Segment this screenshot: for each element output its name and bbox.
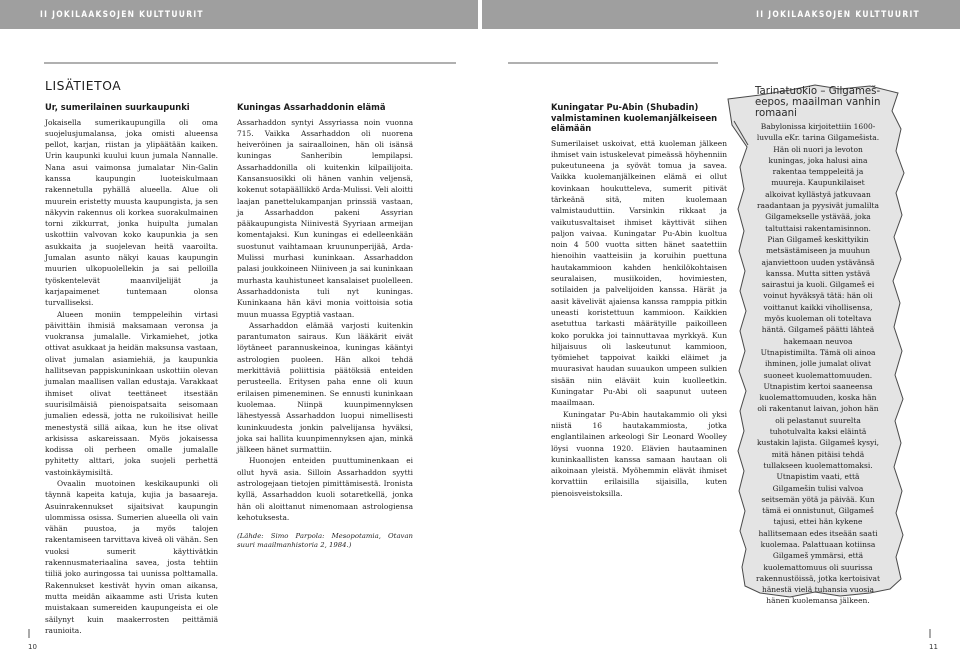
paragraph: Kuningatar Pu-Abin hautakammio oli yksi niistä 16 hautakammiosta, jotka englantilainen arkeologi Sir Leonard Woolley löysi vuonna 1920. Elävien hautaaminen kuninkaallisten kanssa samaan hautaan oli aikoinaan yleistä. Myöhemmin elävät ihmiset korvattiin erilaisilla sijaisilla, kuten pienoisveistoksilla. (551, 409, 727, 498)
story-sidebar (720, 81, 910, 621)
paragraph: Jokaisella sumerikaupungilla oli oma suojelusjumalansa, joka omisti alueensa pellot, karjan, riistan ja ylipäätään kaiken. Urin kaupunki kuului kuun jumala Nannalle. Nana asui vaimonsa jumalatar Nin-Galin kanssa kaupungin luoteiskulmaan rakennetulla pyhällä alueella. Alue oli muurein eristetty muusta kaupungista, ja sen näkyvin rakennus oli korkea suorakulmainen torni zikkurrat, jonka huipulta jumalan uskottiin valvovan koko kaupunkia ja sen asukkaita ja suojelevan heitä vaaroilta. Jumalan asunto näkyi kauas kaupungin muurien ulkopuolellekin ja sai pelloilla työskentelevät maanviljelijät ja karjapaimenet tuntemaan olonsa turvalliseksi. (45, 117, 218, 308)
article-pu-abi (551, 102, 727, 499)
section-label: LISÄTIETOA (45, 79, 122, 93)
page-gutter (478, 0, 482, 666)
article-assarhaddon (237, 102, 413, 550)
section-rule-right (508, 62, 718, 64)
article-title: Ur, sumerilainen suurkaupunki (45, 102, 190, 112)
paragraph: Ovaalin muotoinen keskikaupunki oli täynnä kapeita katuja, kujia ja basaareja. Asuinrakennukset sijaitsivat kaupungin ulommissa osissa. Sumerien alueella oli vain vähän puustoa, ja myös talojen rakentamiseen tarvittava kiveä oli vähän. Sen vuoksi sumerit käyttivätkin rakennusmateriaalina savea, josta tehtiin tiiliä joko auringossa tai uunissa polttamalla. Rakennukset kestivät hyvin oman aikansa, mutta meidän aikaamme asti Urista kuten muistakaan sumereiden kaupungeista ei ole säilynyt kuin maakerrosten peittämiä raunioita. (45, 479, 218, 635)
page-number-left: 10 (28, 643, 37, 651)
article-title: Kuningas Assarhaddonin elämä (237, 102, 386, 112)
paragraph: Alueen moniin temppeleihin virtasi päivittäin ihmisiä maksamaan veronsa ja vuokransa jumalalle. Virkamiehet, jotka ottivat asukkaat ja heidän maksunsa vastaan, olivat jumalan asiamiehiä, ja kaupunkia hallitsevan pappiskuninkaan uskottiin olevan jumalan maallisen vallan edustaja. Varakkaat ihmiset olivat teettäneet itsestään suurisilmäisiä pienoispatsaita seisomaan jumalien edessä, jotta ne rukoilisivat heille menestystä sillä aikaa, kun he itse olivat arkisissa askareissaan. Myös jokaisessa kodissa oli perheen omalle jumalalle pyhitetty alttari, joka suojeli perhettä vastoinkäymisiltä. (45, 309, 218, 477)
section-rule-left (44, 62, 456, 64)
paragraph: Assarhaddon elämää varjosti kuitenkin parantumaton sairaus. Kun lääkärit eivät löytäneet parannuskeinoa, kuningas kääntyi astrologien puoleen. Hän alkoi tehdä merkittäviä poliittisia päätöksiä enteiden perusteella. Eritysen paha enne oli kuun erilaisen pimeneminen. Se ennusti kuninkaan kuolemaa. Niinpä kuunpimennyksen lähestyessä Assarhaddon luopui nimellisesti kuninkuudesta jonkin palvelijansa hyväksi, joka sai hallita kuunpimennyksen ajan, minkä jälkeen hänet surmattiin. (237, 320, 413, 455)
article-title: Kuningatar Pu-Abin (Shubadin) valmistaminen kuolemanjälkeiseen elämään (551, 102, 718, 133)
running-header-left: II JOKILAAKSOJEN KULTTUURIT (0, 0, 478, 29)
paragraph: Sumerilaiset uskoivat, että kuoleman jälkeen ihmiset vain istuskelevat pimeässä höyhenniin pukeutuneena ja syövät tomua ja savea. Vaikka kuolemanjälkeinen elämä ei ollut kovinkaan houkutteleva, sumerit pitivät tärkeänä sitä, miten kuolemaan valmistauduttiin. Varsinkin rikkaat ja vaikutusvaltaiset ihmiset käyttivät siihen paljon vaivaa. Kuningatar Pu-Abin kuoltua noin 4 500 vuotta sitten hänet saatettiin hienoihin vaatteisiin ja koruihin puettuna hautakammioon kahden henkilökohtaisen seuralaisen, musiikoiden, hovimiesten, sotilaiden ja palvelijoiden kanssa. Härät ja aasit kävelivät ajaiensa kanssa ramppia pitkin uneasti koristettuun kammioon. Kaikkien asetuttua tarkasti määrätyille paikoilleen koko porukka joi tainnuttavaa myrkkyä. Kun hiljaisuus oli laskeutunut kammioon, työmiehet tappoivat kaikki eläimet ja muurasivat haudan suuaukon umpeen sulkien sisään niin eläväit kuin kuolleetkin. Kuningatar Pu-Abi oli saapunut uuteen maailmaan. (551, 138, 727, 408)
sidebar-body (756, 121, 880, 607)
paragraph: Huonojen enteiden puuttuminenkaan ei ollut hyvä asia. Silloin Assarhaddon syytti astrologejaan tietojen pimittämisestä. Ironista kyllä, Assarhaddon kuoli sotaretkellä, jonka hän oli aloittanut nimenomaan astrologiensa kehotuksesta. (237, 456, 413, 522)
article-ur (45, 102, 218, 636)
paragraph: Babylonissa kirjoitettiin 1600-luvulla eKr. tarina Gilgamešista. Hän oli nuori ja levoton kuningas, joka halusi aina rakentaa temppeleitä ja muureja. Kaupunkilaiset alkoivat kyllästyä jatkuvaan raadantaan ja pyysivät jumalilta Gilgamekselle ystävää, joka taltuttaisi rakentamisinnon. Pian Gilgameš keskittyikin metsästämiseen ja muuhun ajanviettoon uuden ystävänsä kanssa. Mutta sitten ystävä sairastui ja kuoli. Gilgameš ei voinut hyväksyä tätä: hän oli voittanut kaikki vihollisensa, myös kuoleman oli toteltava häntä. Gilgameš päätti lähteä hakemaan neuvoa Utnapistimilta. Tämä oli ainoa ihminen, jolle jumalat olivat suoneet kuolemattomuuden. (756, 122, 880, 380)
paragraph: Assarhaddon syntyi Assyriassa noin vuonna 715. Vaikka Assarhaddon oli nuorena heiveröinen ja sairaalloinen, hän oli isänsä kuningas Sanheribin lempilapsi. Assarhaddonilla oli kuitenkin kilpailijoita. Kansansuosikki oli hänen vanhin veljensä, kokenut sotapäällikkö Arda-Mulissi. Veli aloitti laajan panettelukampanjan prinssiä vastaan, ja Assarhaddon pakeni Assyrian pääkaupungista Niinivestä Syyriaan armeijan komentajaksi. Kun kuningas ei edelleenkään suostunut vaihtamaan kruununperijää, Arda-Mulissi murhasi kuninkaan. Assarhaddon palasi joukkoineen Niiniveen ja sai kuninkaan murhasta kauhistuneet kansalaiset puolelleen. Assarhaddonista tuli nyt kuningas. Kuninkaana hän kävi monia voittoisia sotia muun muassa Egyptiä vastaan. (237, 117, 413, 319)
source-note: (Lähde: Simo Parpola: Mesopotamia, Otavan suuri maailmanhistoria 2, 1984.) (237, 532, 413, 550)
sidebar-title: Tarinatuokio – Gilgameš-eepos, maailman vanhin romaani (755, 86, 881, 119)
running-header-right: II JOKILAAKSOJEN KULTTUURIT (482, 0, 960, 29)
paragraph: Utnapistim kertoi saaneensa kuolemattomuuden, koska hän oli rakentanut laivan, johon hän oli pelastanut suurelta tuhotulvalta kaksi eläintä kustakin lajista. Gilgameš kysyi, mitä hänen pitäisi tehdä tullakseen kuolemattomaksi. Utnapistim vaati, että Gilgamešin tulisi valvoa seitsemän yötä ja päivää. Kun tämä ei onnistunut, Gilgameš tajusi, ettei hän kykene hallitsemaan edes itseään saati kuolemaa. Palattuaan kotiinsa Gilgameš ymmärsi, että kuolemattomuus oli suurissa rakennustöissä, jotka kertoisivat hänestä vielä tuhansia vuosia hänen kuolemansa jälkeen. (756, 381, 880, 606)
page-number-right: 11 (929, 643, 938, 651)
